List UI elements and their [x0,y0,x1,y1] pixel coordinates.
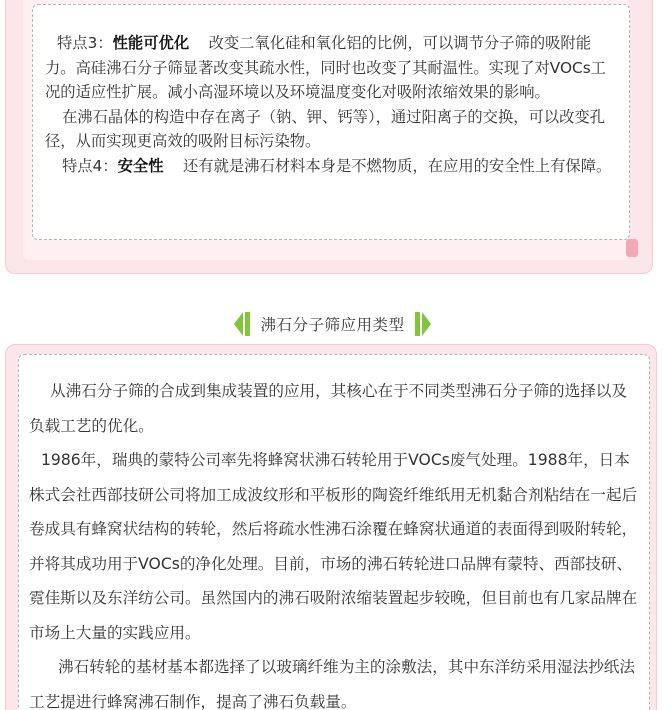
feature-3-lead: 特点3： [57,34,113,52]
arrow-left-icon [234,311,250,337]
feature-4-body: 还有就是沸石材料本身是不燃物质，在应用的安全性上有保障。 [182,156,612,175]
feature-card-content [32,4,630,240]
feature-3-body: 改变二氧化硅和氧化铝的比例，可以调节分子筛的吸附能力。高硅沸石分子筛显著改变其疏水性，同时也改变了其耐温性。实现了对VOCs工况的适应性扩展。减小高湿环境以及环境温度变化对吸附浓缩效果的影响。 [45,34,606,101]
application-paragraph-2: 1986年，瑞典的蒙特公司率先将蜂窝状沸石转轮用于VOCs废气处理。1988年，日本株式会社西部技研公司将加工成波纹形和平板形的陶瓷纤维纸用无机黏合剂粘结在一起后卷成具有蜂窝状结构的转轮，然后将疏水性沸石涂覆在蜂窝状通道的表面得到吸附转轮，并将其成功用于VOCs的净化处理。目前，市场的沸石转轮进口品牌有蒙特、西部技研、霓佳斯以及东洋纺公司。虽然国内的沸石吸附浓缩装置起步较晚，但目前也有几家品牌在市场上大量的实践应用。 [29,451,638,642]
feature-3-paragraph [45,31,617,105]
application-card-content [18,354,650,710]
feature-4-title: 安全性 [117,156,164,175]
section-title: 沸石分子筛应用类型 [260,316,405,334]
application-paragraph-3: 沸石转轮的基材基本都选择了以玻璃纤维为主的涂敷法，其中东洋纺采用湿法抄纸法工艺提进行蜂窝沸石制作，提高了沸石负载量。 [29,658,635,710]
feature-4-paragraph [45,154,617,179]
scroll-indicator[interactable] [626,239,638,257]
arrow-right-icon [415,311,431,337]
feature-4-lead: 特点4： [62,156,118,175]
ion-exchange-paragraph: 在沸石晶体的构造中存在离子（钠、钾、钙等），通过阳离子的交换，可以改变孔径，从而实现更高效的吸附目标污染物。 [45,107,606,150]
application-paragraph-1: 从沸石分子筛的合成到集成装置的应用，其核心在于不同类型沸石分子筛的选择以及负载工艺的优化。 [29,382,627,435]
feature-3-title: 性能可优化 [112,34,190,52]
application-card [5,344,657,710]
feature-card [5,0,653,274]
section-header [0,310,665,338]
